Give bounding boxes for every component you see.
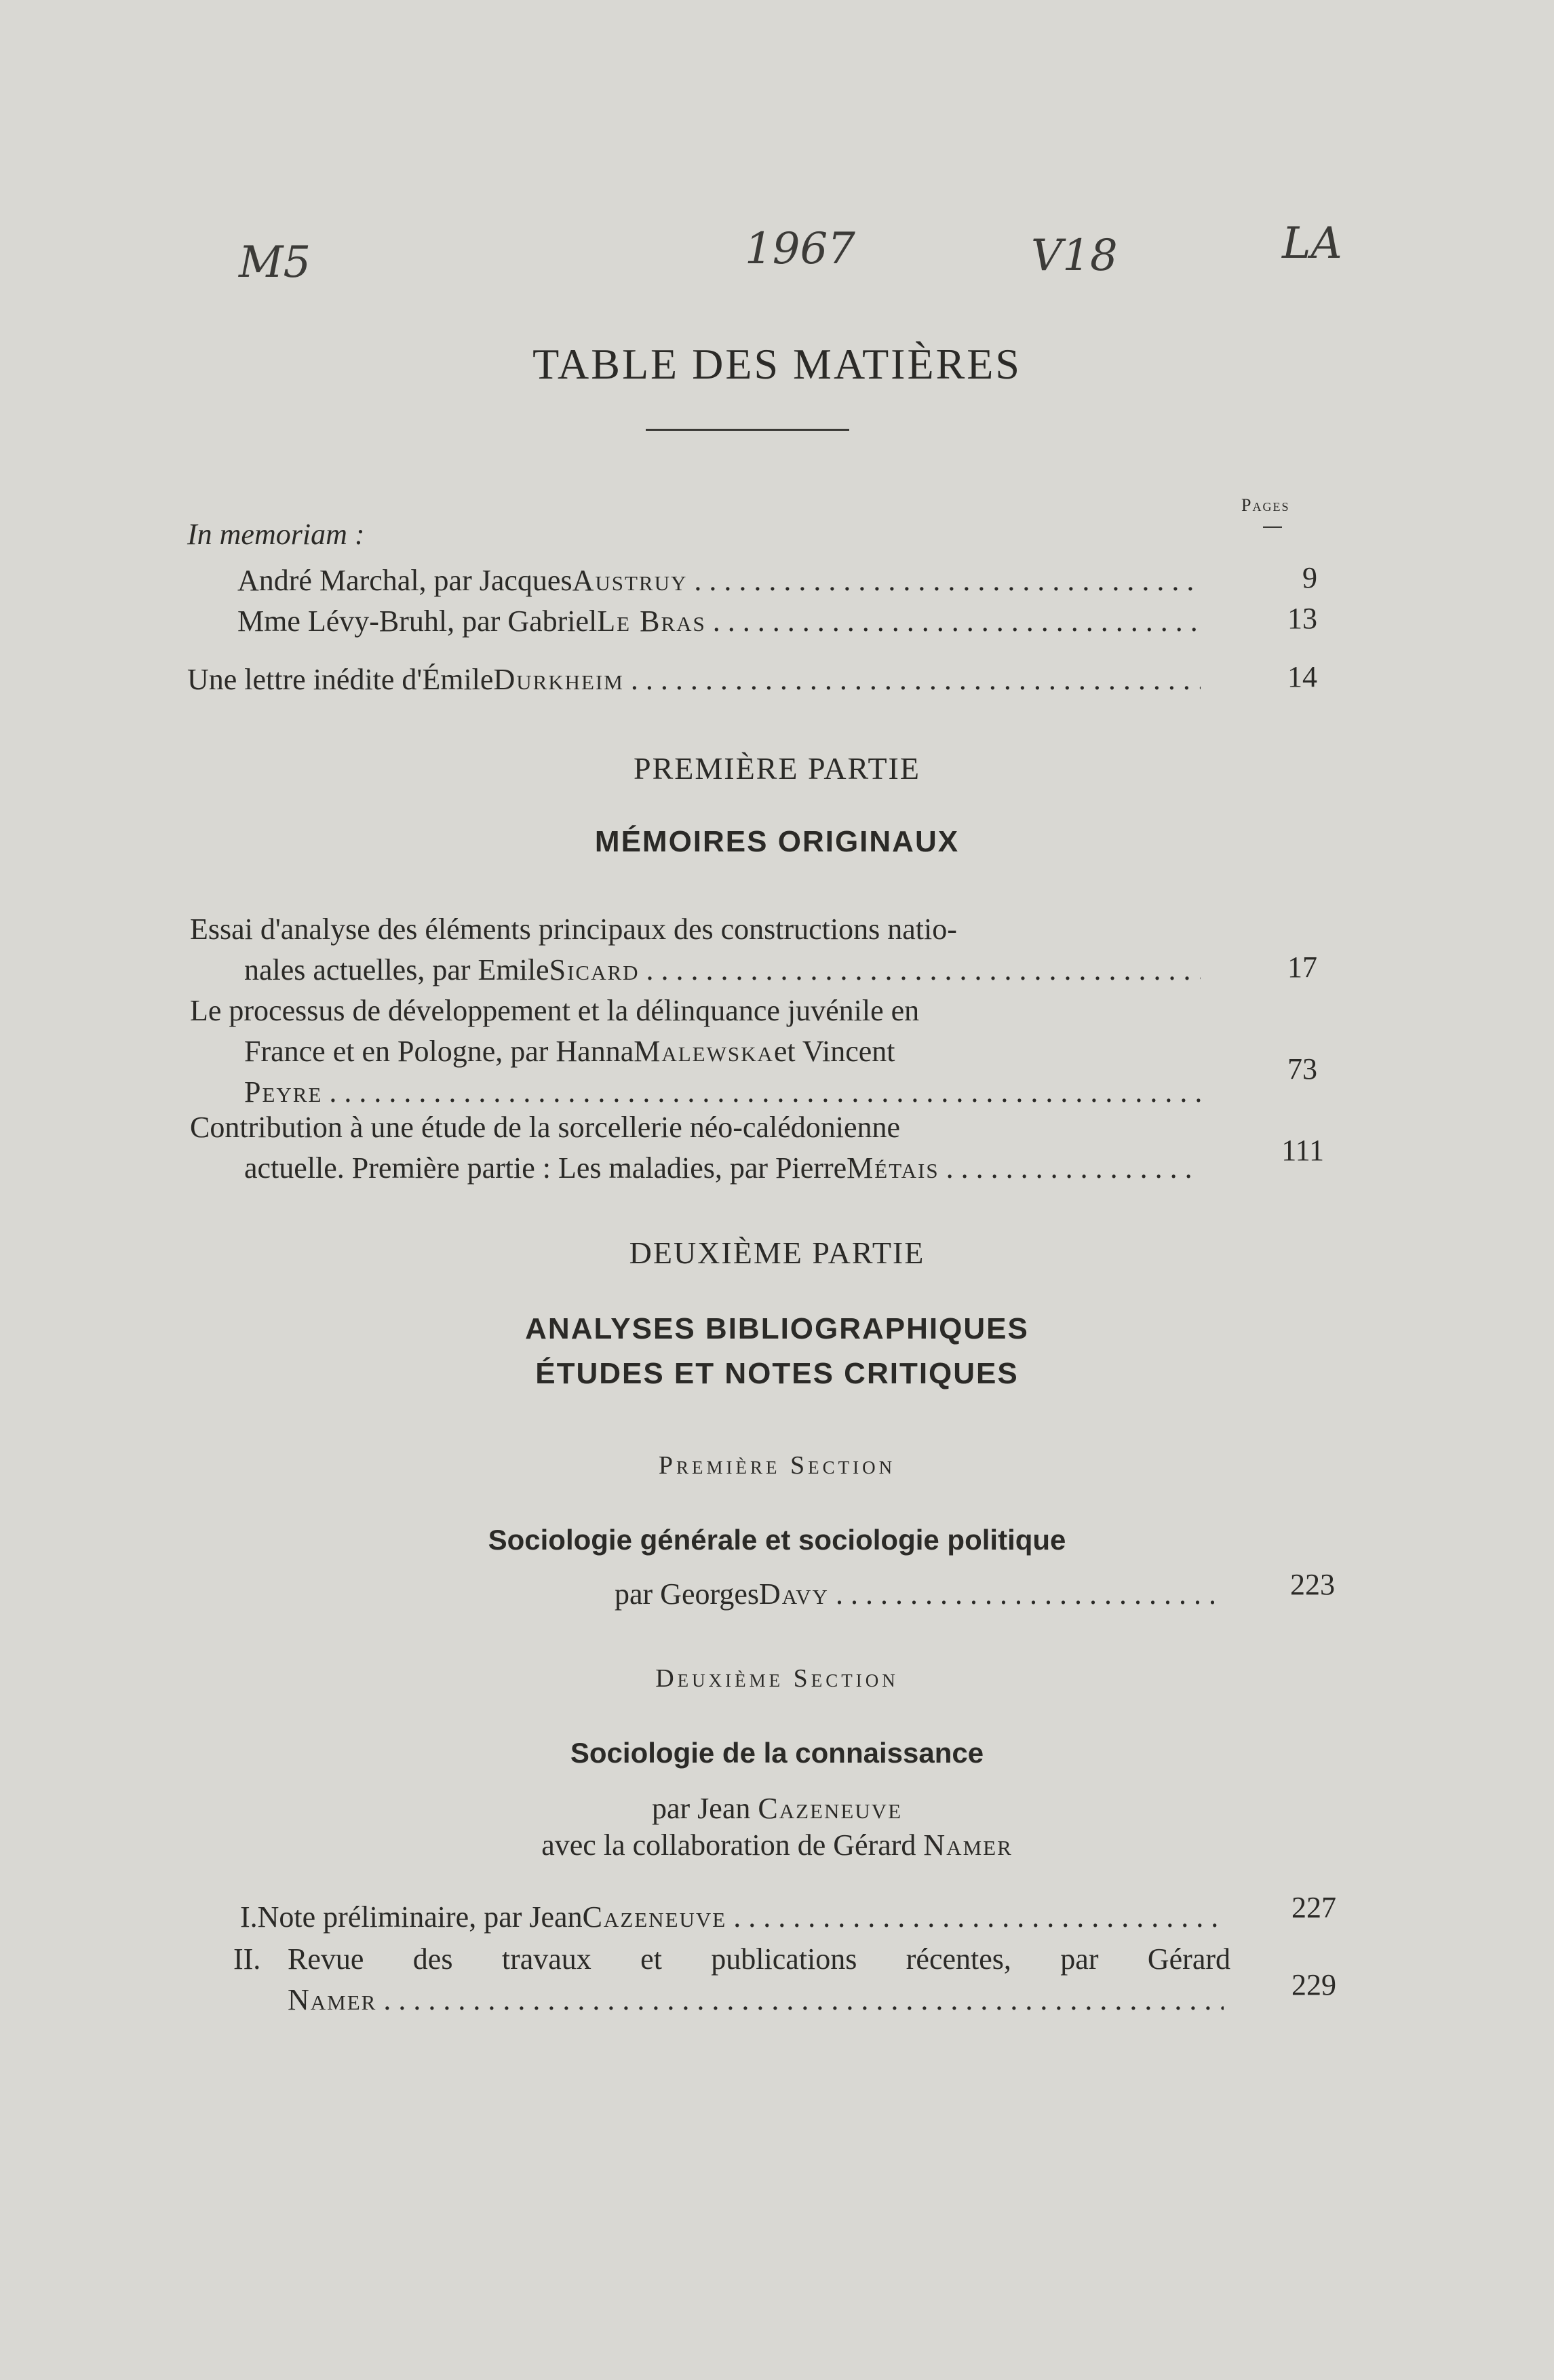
in-memoriam-label: In memoriam :	[187, 518, 365, 551]
part-label: PREMIÈRE PARTIE	[634, 751, 920, 786]
section-title: Sociologie générale et sociologie politique	[488, 1524, 1066, 1556]
part-label: DEUXIÈME PARTIE	[629, 1235, 925, 1270]
page-number: 73	[1287, 1052, 1317, 1086]
handwritten-note-4: LA	[1282, 218, 1342, 269]
page-title: TABLE DES MATIÈRES	[532, 340, 1022, 388]
section-collaboration: avec la collaboration de Gérard Namer	[541, 1828, 1013, 1862]
page-number: 227	[1291, 1891, 1336, 1924]
toc-entry: André Marchal, par Jacques Austruy . . .	[237, 560, 1207, 601]
page-number: 111	[1281, 1134, 1324, 1167]
part-heading: ÉTUDES ET NOTES CRITIQUES	[535, 1357, 1019, 1390]
page-number: 13	[1287, 602, 1317, 635]
pages-dash	[1263, 526, 1282, 528]
part-heading: MÉMOIRES ORIGINAUX	[594, 825, 960, 858]
section-author: par Jean Cazeneuve	[651, 1792, 902, 1825]
toc-entry: Le processus de développement et la délinquance juvénile en France et en Pologne, par Hanna Malewska et Vincent Peyre . . .	[190, 991, 1207, 1113]
title-rule	[646, 429, 849, 431]
pages-column-header: Pages	[1241, 495, 1290, 515]
section-label: Deuxième Section	[655, 1664, 899, 1693]
handwritten-note-1: M5	[239, 237, 311, 288]
toc-entry: Une lettre inédite d'Émile Durkheim . . .	[187, 659, 1207, 700]
page-number: 17	[1287, 951, 1317, 984]
page-number: 223	[1290, 1568, 1335, 1601]
page-number: 229	[1291, 1968, 1336, 2001]
page-number: 9	[1302, 561, 1317, 594]
toc-entry: Contribution à une étude de la sorcellerie néo-calédonienne actuelle. Première partie : Les maladies, par Pierre Métais . . .	[190, 1107, 1207, 1189]
part-heading: ANALYSES BIBLIOGRAPHIQUES	[525, 1312, 1029, 1345]
toc-entry: Essai d'analyse des éléments principaux des constructions natio- nales actuelles, par Emile Sicard . . .	[190, 909, 1207, 991]
toc-entry: Mme Lévy-Bruhl, par Gabriel Le Bras . . .	[237, 601, 1207, 642]
handwritten-note-2: 1967	[745, 224, 855, 274]
toc-entry: I. Note préliminaire, par Jean Cazeneuve . . .	[240, 1897, 1230, 1938]
section-label: Première Section	[658, 1451, 896, 1480]
section-title: Sociologie de la connaissance	[570, 1737, 984, 1769]
page-number: 14	[1287, 660, 1317, 693]
handwritten-note-3: V18	[1031, 231, 1118, 281]
toc-entry: par Georges Davy . . .	[615, 1574, 1221, 1615]
toc-entry: II. Revue des travaux et publications récentes, par Gérard Namer . . .	[233, 1939, 1230, 2020]
